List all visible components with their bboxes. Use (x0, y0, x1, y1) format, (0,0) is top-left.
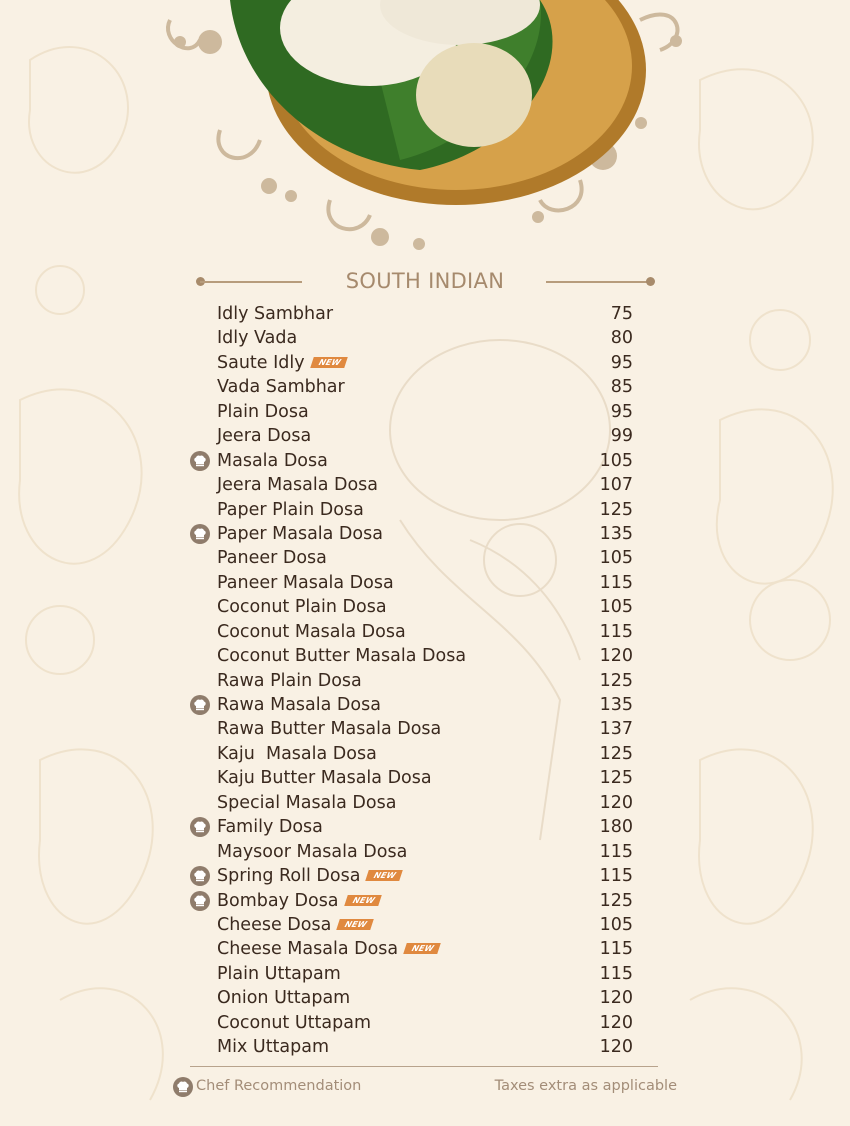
menu-item-name (217, 449, 328, 473)
menu-item-price: 105 (599, 548, 633, 569)
menu-item-price: 95 (610, 352, 633, 373)
menu-item (188, 766, 648, 790)
menu-item (188, 791, 648, 815)
menu-item-name-text: Bombay Dosa (217, 890, 339, 911)
chef-hat-icon (173, 1077, 193, 1097)
new-badge-icon: NEW (366, 870, 403, 881)
menu-item-name (217, 1035, 329, 1059)
menu-item (188, 375, 648, 399)
menu-item (188, 1035, 648, 1059)
menu-item-name-text: Coconut Uttapam (217, 1012, 371, 1033)
menu-item-price: 115 (599, 939, 633, 960)
menu-item-price: 115 (599, 572, 633, 593)
menu-item-price: 115 (599, 621, 633, 642)
chef-hat-icon (190, 866, 210, 886)
menu-item-name-text: Cheese Masala Dosa (217, 939, 399, 960)
menu-item-name-text: Jeera Dosa (217, 426, 312, 447)
menu-item (188, 962, 648, 986)
menu-item-price: 95 (610, 401, 633, 422)
menu-item-name-text: Coconut Butter Masala Dosa (217, 646, 467, 667)
menu-item-name-text: Mix Uttapam (217, 1037, 330, 1058)
menu-item-name (217, 546, 327, 570)
menu-item (188, 424, 648, 448)
header-dot-right (646, 277, 655, 286)
new-badge-icon: NEW (403, 943, 440, 954)
menu-item-name (217, 1011, 371, 1035)
menu-item-price: 99 (610, 426, 633, 447)
menu-item-name (217, 595, 387, 619)
chef-hat-icon (190, 451, 210, 471)
menu-item-price: 120 (599, 988, 633, 1009)
menu-item-name-text: Spring Roll Dosa (217, 866, 361, 887)
menu-item-name (217, 473, 378, 497)
tax-note: Taxes extra as applicable (494, 1078, 677, 1094)
menu-item-name-text: Saute Idly (217, 352, 305, 373)
menu-item-name (217, 400, 309, 424)
menu-item-name-text: Family Dosa (217, 817, 323, 838)
menu-item-name (217, 644, 466, 668)
menu-item-name-text: Rawa Masala Dosa (217, 695, 381, 715)
menu-item-name (217, 717, 441, 741)
section-header (190, 266, 660, 298)
menu-item-name (217, 571, 394, 595)
menu-item (188, 473, 648, 497)
menu-item-name (217, 375, 345, 399)
menu-item-name (217, 522, 383, 546)
menu-item-name (217, 840, 407, 864)
menu-item-price: 125 (599, 670, 633, 691)
menu-item (188, 864, 648, 888)
menu-item-name (217, 620, 406, 644)
menu-item-name-text: Onion Uttapam (217, 988, 351, 1009)
menu-item-price: 137 (599, 719, 633, 740)
menu-item-name-text: Cheese Dosa (217, 914, 332, 935)
menu-item (188, 742, 648, 766)
menu-item-price: 115 (599, 866, 633, 887)
menu-item-name-text: Coconut Plain Dosa (217, 597, 387, 618)
menu-item (188, 693, 648, 717)
menu-item (188, 546, 648, 570)
menu-item-name-text: Kaju Butter Masala Dosa (217, 768, 432, 789)
menu-item (188, 889, 648, 913)
menu-list (188, 302, 648, 1060)
menu-item-price: 85 (610, 377, 633, 398)
menu-item (188, 400, 648, 424)
footer-divider (190, 1066, 658, 1067)
new-badge-icon: NEW (310, 357, 347, 368)
menu-item (188, 644, 648, 668)
chef-hat-icon (190, 817, 210, 837)
menu-item-price: 120 (599, 1012, 633, 1033)
menu-item-name (217, 498, 364, 522)
menu-item-price: 120 (599, 646, 633, 667)
menu-item-price: 115 (599, 963, 633, 984)
menu-item-name (217, 302, 333, 326)
menu-item-name (217, 937, 439, 961)
menu-item-name-text: Paper Masala Dosa (217, 523, 383, 544)
menu-item-name-text: Maysoor Masala Dosa (217, 841, 408, 862)
menu-item-name (217, 669, 362, 693)
menu-item (188, 302, 648, 326)
menu-item-name (217, 742, 377, 766)
menu-item-name (217, 766, 432, 790)
menu-item-name-text: Plain Uttapam (217, 963, 341, 984)
new-badge-icon: NEW (337, 919, 374, 930)
menu-item-name-text: Rawa Plain Dosa (217, 670, 362, 691)
menu-item-name-text: Rawa Butter Masala Dosa (217, 719, 442, 740)
menu-item-name (217, 351, 345, 375)
idly-plate-image (160, 0, 700, 260)
chef-hat-icon (190, 524, 210, 544)
menu-item-price: 180 (599, 817, 633, 838)
menu-item-price: 135 (599, 695, 633, 715)
menu-item-name (217, 986, 350, 1010)
menu-item-price: 125 (599, 743, 633, 764)
menu-item-name (217, 791, 396, 815)
menu-item-price: 80 (610, 328, 633, 349)
menu-item-name (217, 326, 297, 350)
menu-item-name-text: Coconut Masala Dosa (217, 621, 406, 642)
menu-item-price: 125 (599, 499, 633, 520)
menu-item-price: 105 (599, 450, 633, 471)
menu-item-price: 135 (599, 523, 633, 544)
menu-item-price: 125 (599, 890, 633, 911)
menu-item (188, 815, 648, 839)
menu-item-name (217, 889, 379, 913)
menu-item-price: 107 (599, 475, 633, 496)
menu-item-name (217, 424, 311, 448)
menu-item (188, 840, 648, 864)
menu-item (188, 326, 648, 350)
chef-hat-icon (190, 891, 210, 911)
menu-item (188, 717, 648, 741)
menu-item-price: 120 (599, 792, 633, 813)
menu-item-name-text: Jeera Masala Dosa (217, 475, 379, 496)
menu-item (188, 913, 648, 937)
menu-item-name (217, 962, 341, 986)
header-line-right (546, 281, 650, 283)
menu-item-price: 105 (599, 914, 633, 935)
menu-item (188, 620, 648, 644)
menu-item-name (217, 864, 401, 888)
section-title: SOUTH INDIAN (345, 269, 505, 293)
chef-recommendation-label: Chef Recommendation (196, 1078, 362, 1094)
menu-item-price: 75 (610, 304, 633, 324)
menu-item-name-text: Vada Sambhar (217, 377, 345, 398)
menu-item-price: 105 (599, 597, 633, 618)
menu-item (188, 449, 648, 473)
menu-item (188, 1011, 648, 1035)
menu-item-name (217, 913, 372, 937)
menu-item-name-text: Idly Vada (217, 328, 298, 349)
menu-item-name (217, 815, 323, 839)
menu-item-name (217, 693, 381, 717)
menu-item (188, 571, 648, 595)
menu-item-name-text: Paper Plain Dosa (217, 499, 364, 520)
menu-item-name-text: Kaju Masala Dosa (217, 743, 377, 764)
menu-item-name-text: Paneer Dosa (217, 548, 327, 569)
menu-item (188, 986, 648, 1010)
menu-item (188, 937, 648, 961)
menu-item-price: 125 (599, 768, 633, 789)
menu-item-price: 115 (599, 841, 633, 862)
menu-item-name-text: Plain Dosa (217, 401, 309, 422)
menu-item-price: 120 (599, 1037, 633, 1058)
menu-item (188, 669, 648, 693)
menu-item-name-text: Masala Dosa (217, 450, 328, 471)
menu-item-name-text: Idly Sambhar (217, 304, 334, 324)
new-badge-icon: NEW (344, 895, 381, 906)
menu-item (188, 498, 648, 522)
menu-item-name-text: Paneer Masala Dosa (217, 572, 394, 593)
chef-hat-icon (190, 695, 210, 715)
menu-item (188, 522, 648, 546)
menu-item (188, 351, 648, 375)
menu-item-name-text: Special Masala Dosa (217, 792, 397, 813)
menu-item (188, 595, 648, 619)
